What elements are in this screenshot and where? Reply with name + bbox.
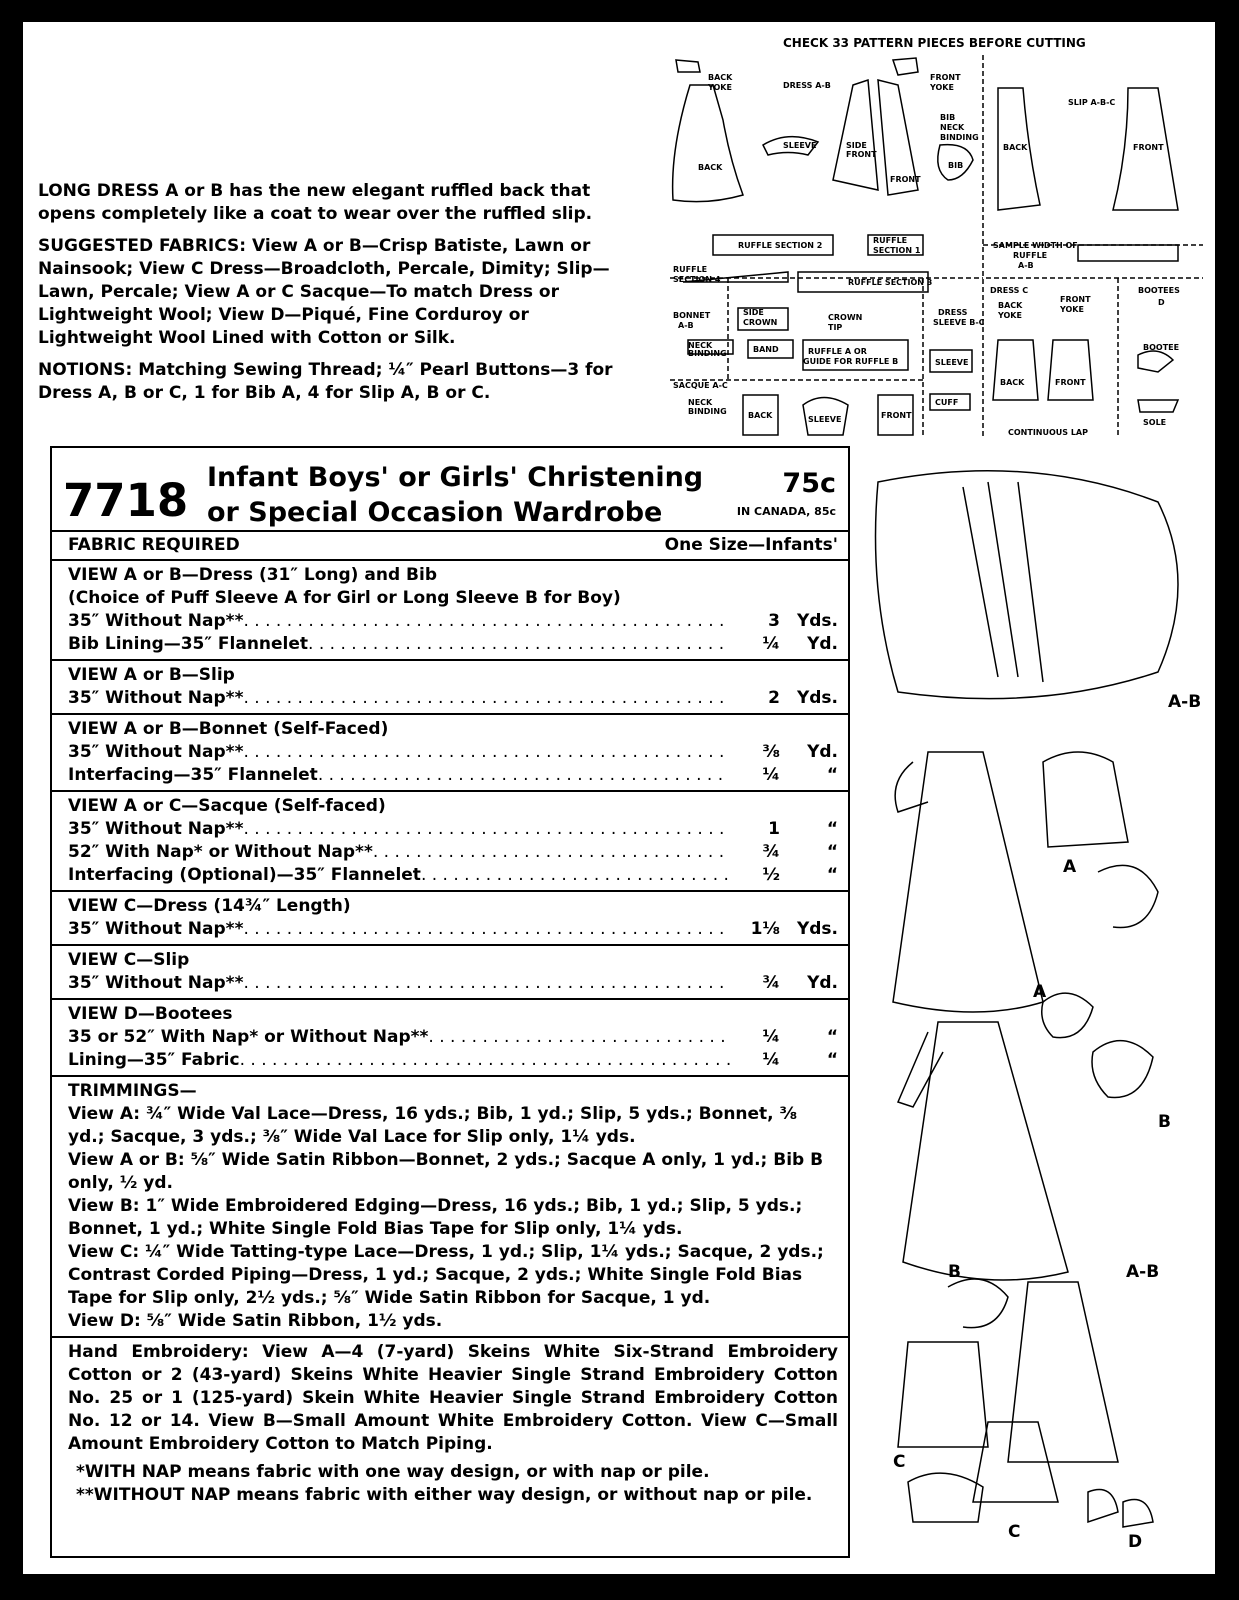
pattern-piece-label: CUFF [935,398,959,407]
intro-text [38,180,638,414]
fabric-line [68,841,838,864]
sample-width-ruffle [1078,245,1178,261]
pattern-piece-label: TIP [828,323,843,332]
pattern-group-label: A-B [678,321,694,330]
view-label-a1: A [1063,857,1077,877]
fabric-line [68,610,838,633]
line-item: 35″ Without Nap** [68,742,244,762]
pattern-group-label: D [1158,298,1165,307]
line-item: 52″ With Nap* or Without Nap** [68,842,373,862]
fabric-line [68,918,838,941]
section-title: VIEW A or C—Sacque (Self-faced) [68,796,386,816]
trimmings-title: TRIMMINGS— [68,1081,197,1101]
section-slip-c [52,946,848,1000]
pattern-piece-label: RUFFLE SECTION 3 [848,278,933,287]
pattern-piece-label: BIB [948,161,964,170]
view-label-ab1: A-B [1168,692,1202,712]
fabric-line [68,818,838,841]
title-line-1: Infant Boys' or Girls' Christening [207,462,704,493]
pattern-piece-label: FRONT [930,73,961,82]
view-label-a2: A [1033,982,1047,1002]
bib-b-drawing [1092,1041,1153,1098]
size-label: One Size—Infants' [664,535,838,555]
line-qty: ¾ [762,842,780,862]
pattern-piece-label: YOKE [708,83,732,92]
view-label-d: D [1128,1532,1143,1552]
line-unit: Yd. [807,634,838,654]
nap-notes [52,1459,848,1507]
pattern-piece-label: A-B [1018,261,1034,270]
line-unit: Yd. [807,973,838,993]
section-title: VIEW A or B—Dress (31″ Long) and Bib [68,565,437,585]
dress-ab-ruffle-lines [963,482,1043,682]
pattern-piece-label: NECK [688,341,713,350]
line-item: 35″ Without Nap** [68,819,244,839]
dress-ab-back-drawing [876,471,1179,699]
view-label-ab2: A-B [1126,1262,1160,1282]
pattern-group-label: DRESS C [990,286,1029,295]
front-yoke-piece [893,58,918,75]
line-unit: Yd. [807,742,838,762]
pattern-piece-label: YOKE [930,83,954,92]
pattern-piece-label: BACK [748,411,773,420]
pattern-piece-label: CONTINUOUS LAP [1008,428,1088,437]
fabric-required-row [52,532,848,561]
hand-embroidery: Hand Embroidery: View A—4 (7-yard) Skeins White Six-Strand Embroidery Cotton or 2 (43-yard) Skeins White Heavier Single Strand Embroidery Cotton No. 25 or 1 (125-yard) Skein White Heavier Single Strand Embroidery Cotton No. 12 or 14. View B—Small Amount White Embroidery Cotton. View C—Small Amount Embroidery Cotton to Match Piping. [68,1342,838,1454]
line-unit: Yds. [796,919,838,939]
fabric-line [68,741,838,764]
line-qty: ¾ [762,973,780,993]
pattern-piece-label: SLEEVE [808,415,842,424]
pattern-piece-label: SLEEVE [783,141,817,150]
pattern-piece-label: BINDING [688,407,727,416]
line-item: 35″ Without Nap** [68,611,244,631]
line-unit: “ [826,819,838,839]
pattern-piece-label: BAND [753,345,779,354]
chart-header [52,448,848,532]
pattern-piece-label: BINDING [940,133,979,142]
pattern-piece-label: SIDE [846,141,867,150]
line-qty: ¼ [762,1050,780,1070]
pattern-piece-label: BACK [1000,378,1025,387]
pattern-piece-label: BACK [998,301,1023,310]
trim-view-a: View A: ¾″ Wide Val Lace—Dress, 16 yds.; Bib, 1 yd.; Slip, 5 yds.; Bonnet, ⅜ yd.; Sacque, 3 yds.; ⅜″ Wide Val Lace for Slip only, 1¼ yds. [68,1104,798,1147]
pattern-piece-label: NECK [940,123,965,132]
view-label-c2: C [1008,1522,1021,1542]
line-unit: Yds. [796,688,838,708]
pattern-piece-label: GUIDE FOR RUFFLE B [803,357,899,366]
section-bootees [52,1000,848,1077]
pattern-group-label: SLIP A-B-C [1068,98,1116,107]
pattern-piece-label: RUFFLE [673,265,708,274]
garment-illustrations [868,462,1208,1562]
canada-price: IN CANADA, 85c [736,505,836,518]
pattern-piece-label: FRONT [1055,378,1086,387]
line-qty: ¼ [762,634,780,654]
section-title: VIEW A or B—Slip [68,665,235,685]
pattern-piece-label: FRONT [1133,143,1164,152]
view-label-c1: C [893,1452,906,1472]
sacque-a-drawing [1043,752,1128,847]
pattern-piece-label: RUFFLE [873,236,908,245]
section-title: VIEW C—Slip [68,950,190,970]
with-nap-note: *WITH NAP means fabric with one way design, or with nap or pile. [76,1462,710,1482]
pattern-piece-label: DRESS [938,308,968,317]
pattern-piece-label: SAMPLE WIDTH OF [993,241,1078,250]
pattern-piece-label: FRONT [1060,295,1091,304]
dress-b-drawing [903,1022,1068,1280]
line-item: Interfacing—35″ Flannelet [68,765,318,785]
pattern-pieces-heading: CHECK 33 PATTERN PIECES BEFORE CUTTING [783,36,1086,50]
fabric-line [68,764,838,787]
line-item: Lining—35″ Fabric [68,1050,240,1070]
pattern-title [207,460,703,530]
pattern-piece-label: NECK [688,398,713,407]
line-unit: Yds. [796,611,838,631]
section-sacque [52,792,848,892]
section-dress-bib [52,561,848,661]
pattern-piece-label: SLEEVE B-C [933,318,985,327]
view-label-b2: B [948,1262,961,1282]
pattern-piece-label: BOOTEE [1143,343,1180,352]
section-bonnet [52,715,848,792]
line-qty: ½ [762,865,780,885]
section-note: (Choice of Puff Sleeve A for Girl or Long Sleeve B for Boy) [68,588,621,608]
sacque-c-drawing [908,1473,983,1522]
pattern-group-label: BONNET [673,311,711,320]
without-nap-note: **WITHOUT NAP means fabric with either way design, or without nap or pile. [76,1485,813,1505]
trim-view-d: View D: ⅝″ Wide Satin Ribbon, 1½ yds. [68,1311,443,1331]
pattern-piece-label: BACK [1003,143,1028,152]
fabric-line [68,633,838,656]
line-qty: ¼ [762,1027,780,1047]
pattern-piece-label: SLEEVE [935,358,969,367]
fabric-required-label: FABRIC REQUIRED [68,535,240,555]
pattern-piece-label: SOLE [1143,418,1167,427]
pattern-piece-label: CROWN [828,313,863,322]
trim-view-b: View B: 1″ Wide Embroidered Edging—Dress, 16 yds.; Bib, 1 yd.; Slip, 5 yds.; Bonnet, 1 yd.; White Single Fold Bias Tape for Slip only, 1¼ yds. [68,1196,803,1239]
dress-c-front [1048,340,1093,400]
fabric-chart [50,446,850,1558]
line-item: 35″ Without Nap** [68,688,244,708]
section-title: VIEW C—Dress (14¾″ Length) [68,896,351,916]
pattern-piece-label: SIDE [743,308,764,317]
section-dress-c [52,892,848,946]
line-qty: 2 [768,688,780,708]
pattern-piece-label: RUFFLE [1013,251,1048,260]
dress-a-drawing [893,752,1043,1012]
pattern-piece-label: SECTION 4 [673,275,721,284]
suggested-fabrics: SUGGESTED FABRICS: View A or B—Crisp Batiste, Lawn or Nainsook; View C Dress—Broadcloth, Percale, Dimity; Slip—Lawn, Percale; View A or C Sacque—To match Dress or Lightweight Wool; View D—Piqué, Fine Corduroy or Lightweight Wool Lined with Cotton or Silk. [38,236,610,348]
pattern-piece-label: SECTION 1 [873,246,921,255]
dress-c-drawing [898,1342,988,1447]
fabric-line [68,864,838,887]
pattern-piece-label: BACK [698,163,723,172]
pattern-group-label: DRESS A-B [783,81,831,90]
pattern-piece-label: CROWN [743,318,778,327]
line-item: 35 or 52″ With Nap* or Without Nap** [68,1027,429,1047]
pattern-group-label: BOOTEES [1138,286,1180,295]
pattern-number: 7718 [63,474,189,527]
pattern-group-label: SACQUE A-C [673,381,728,390]
pattern-piece-label: FRONT [881,411,912,420]
bootee-piece [1138,351,1173,372]
pattern-piece-label: RUFFLE SECTION 2 [738,241,823,250]
pattern-piece-label: RUFFLE A OR [808,347,867,356]
line-item: Interfacing (Optional)—35″ Flannelet [68,865,421,885]
line-item: Bib Lining—35″ Flannelet [68,634,309,654]
trimmings-section [52,1077,848,1338]
title-line-2: or Special Occasion Wardrobe [207,497,663,528]
line-item: 35″ Without Nap** [68,919,244,939]
fabric-line [68,1049,838,1072]
dress-b-sleeve [898,1032,943,1107]
line-unit: “ [826,1050,838,1070]
view-label-b1: B [1158,1112,1171,1132]
line-unit: “ [826,865,838,885]
line-qty: ⅜ [762,742,780,762]
pattern-piece-label: FRONT [846,150,877,159]
trim-view-c: View C: ¼″ Wide Tatting-type Lace—Dress, 1 yd.; Slip, 1¼ yds.; Sacque, 2 yds.; Contrast Corded Piping—Dress, 1 yd.; Sacque, 2 yds.; White Single Fold Bias Tape for Slip only, 2½ yds.; ⅝″ Wide Satin Ribbon for Sacque, 1 yd. [68,1242,824,1308]
sole-piece [1138,400,1178,412]
price: 75c [782,468,836,499]
fabric-line [68,1026,838,1049]
section-title: VIEW D—Bootees [68,1004,233,1024]
section-title: VIEW A or B—Bonnet (Self-Faced) [68,719,389,739]
pattern-pieces-diagram [668,50,1208,445]
bib-a-drawing [1042,993,1093,1038]
pattern-piece-label: YOKE [1060,305,1084,314]
line-unit: “ [826,765,838,785]
dress-description: LONG DRESS A or B has the new elegant ruffled back that opens completely like a coat to wear over the ruffled slip. [38,181,593,224]
pattern-piece-label: BIB [940,113,956,122]
pattern-envelope-back [23,22,1215,1574]
back-yoke-piece [676,60,700,72]
line-qty: 1⅛ [750,919,780,939]
line-unit: “ [826,1027,838,1047]
dress-c-back [993,340,1038,400]
fabric-line [68,972,838,995]
pattern-piece-label: YOKE [998,311,1022,320]
bootees-d-drawing [1088,1490,1153,1528]
notions: NOTIONS: Matching Sewing Thread; ¼″ Pearl Buttons—3 for Dress A, B or C, 1 for Bib A, 4 for Slip A, B or C. [38,360,613,403]
line-qty: ¼ [762,765,780,785]
side-front-piece [833,80,878,190]
trim-view-ab: View A or B: ⅝″ Wide Satin Ribbon—Bonnet, 2 yds.; Sacque A only, 1 yd.; Bib B only, ½ yd. [68,1150,824,1193]
fabric-line [68,687,838,710]
pattern-piece-label: BINDING [688,349,727,358]
bonnet-b-drawing [948,1279,1008,1328]
bonnet-a-drawing [1098,865,1158,927]
slip-ab-drawing [1008,1282,1118,1462]
section-slip-ab [52,661,848,715]
line-qty: 1 [768,819,780,839]
line-unit: “ [826,842,838,862]
pattern-piece-label: FRONT [890,175,921,184]
line-item: 35″ Without Nap** [68,973,244,993]
back-piece [673,85,743,202]
line-qty: 3 [768,611,780,631]
pattern-piece-label: BACK [708,73,733,82]
